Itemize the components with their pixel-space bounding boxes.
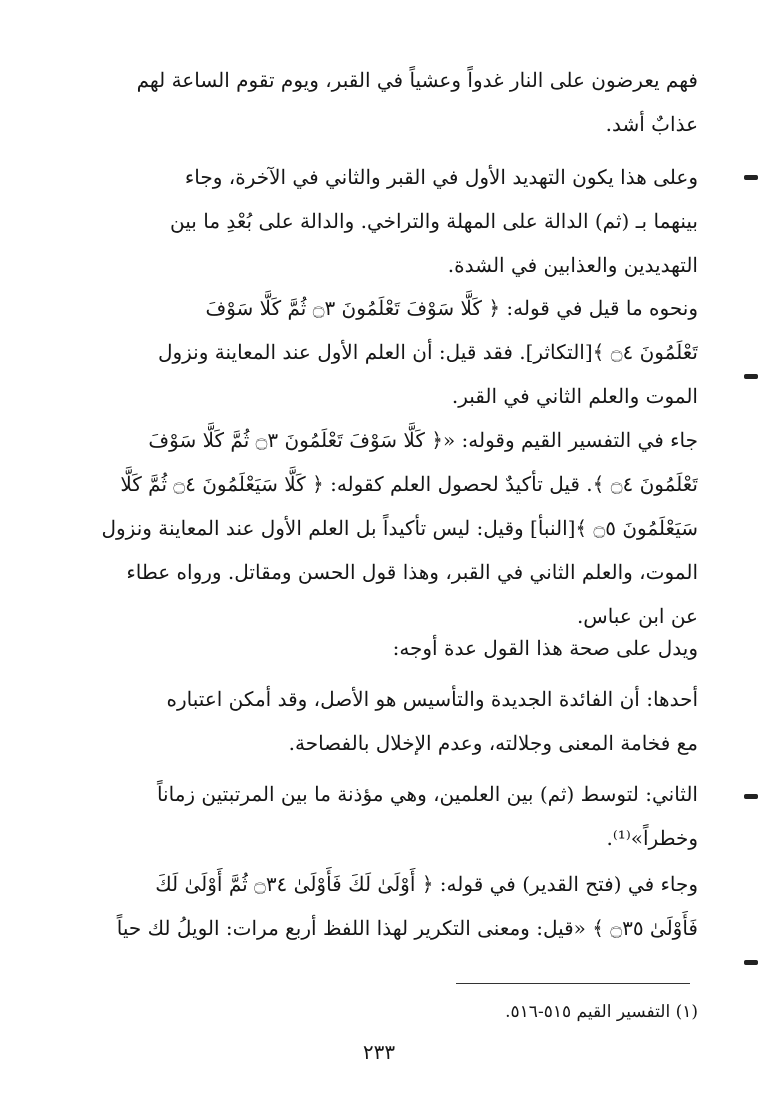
text-line: الثاني: لتوسط (ثم) بين العلمين، وهي مؤذنة ما بين المرتبتين زماناً	[156, 782, 698, 806]
text-line: تَعْلَمُونَ ۝٤ ﴾[التكاثر]. فقد قيل: أن العلم الأول عند المعاينة ونزول	[157, 340, 698, 364]
text-line: فَأَوْلَىٰ ۝٣٥ ﴾ «قيل: ومعنى التكرير لهذا اللفظ أربع مرات: الويلُ لك حياً	[116, 916, 698, 940]
text-line: أحدها: أن الفائدة الجديدة والتأسيس هو الأصل، وقد أمكن اعتباره	[166, 687, 698, 711]
text-line: عذابٌ أشد.	[605, 112, 698, 136]
paragraph-2	[96, 155, 698, 287]
paragraph-4	[96, 418, 698, 638]
page-number: ٢٣٣	[362, 1040, 396, 1064]
edge-mark	[744, 374, 758, 379]
text-line: عن ابن عباس.	[576, 604, 698, 628]
text-line: تَعْلَمُونَ ۝٤ ﴾. قيل تأكيدٌ لحصول العلم كقوله: ﴿ كَلَّا سَيَعْلَمُونَ ۝٤ ثُمَّ كَلَّا	[120, 472, 698, 496]
edge-mark	[744, 175, 758, 180]
text-line: وعلى هذا يكون التهديد الأول في القبر والثاني في الآخرة، وجاء	[184, 165, 698, 189]
text-line: الموت والعلم الثاني في القبر.	[451, 384, 698, 408]
text-line: وخطراً»⁽¹⁾.	[606, 826, 698, 850]
text-line: فهم يعرضون على النار غدواً وعشياً في القبر، ويوم تقوم الساعة لهم	[136, 68, 698, 92]
text-line: جاء في التفسير القيم وقوله: «﴿ كَلَّا سَوْفَ تَعْلَمُونَ ۝٣ ثُمَّ كَلَّا سَوْفَ	[148, 428, 698, 452]
text-line: مع فخامة المعنى وجلالته، وعدم الإخلال بالفصاحة.	[288, 731, 698, 755]
text-line: بينهما بـ (ثم) الدالة على المهلة والتراخي. والدالة على بُعْدِ ما بين	[170, 209, 698, 233]
paragraph-8	[96, 862, 698, 950]
paragraph-3	[96, 286, 698, 418]
text-line: وجاء في (فتح القدير) في قوله: ﴿ أَوْلَىٰ لَكَ فَأَوْلَىٰ ۝٣٤ ثُمَّ أَوْلَىٰ لَكَ	[155, 872, 698, 896]
paragraph-5	[96, 626, 698, 670]
paragraph-6	[96, 677, 698, 765]
footnote: (١) التفسير القيم ٥١٥-٥١٦.	[505, 1002, 698, 1022]
edge-mark	[744, 794, 758, 799]
text-line: سَيَعْلَمُونَ ۝٥ ﴾[النبأ] وقيل: ليس تأكيداً بل العلم الأول عند المعاينة ونزول	[101, 516, 698, 540]
text-line: ونحوه ما قيل في قوله: ﴿ كَلَّا سَوْفَ تَعْلَمُونَ ۝٣ ثُمَّ كَلَّا سَوْفَ	[205, 296, 698, 320]
edge-mark	[744, 960, 758, 965]
paragraph-1	[96, 58, 698, 146]
text-line: التهديدين والعذابين في الشدة.	[447, 253, 698, 277]
text-line: ويدل على صحة هذا القول عدة أوجه:	[392, 636, 698, 660]
paragraph-7	[96, 772, 698, 860]
text-line: الموت، والعلم الثاني في القبر، وهذا قول الحسن ومقاتل. ورواه عطاء	[126, 560, 698, 584]
footnote-separator	[456, 983, 690, 984]
